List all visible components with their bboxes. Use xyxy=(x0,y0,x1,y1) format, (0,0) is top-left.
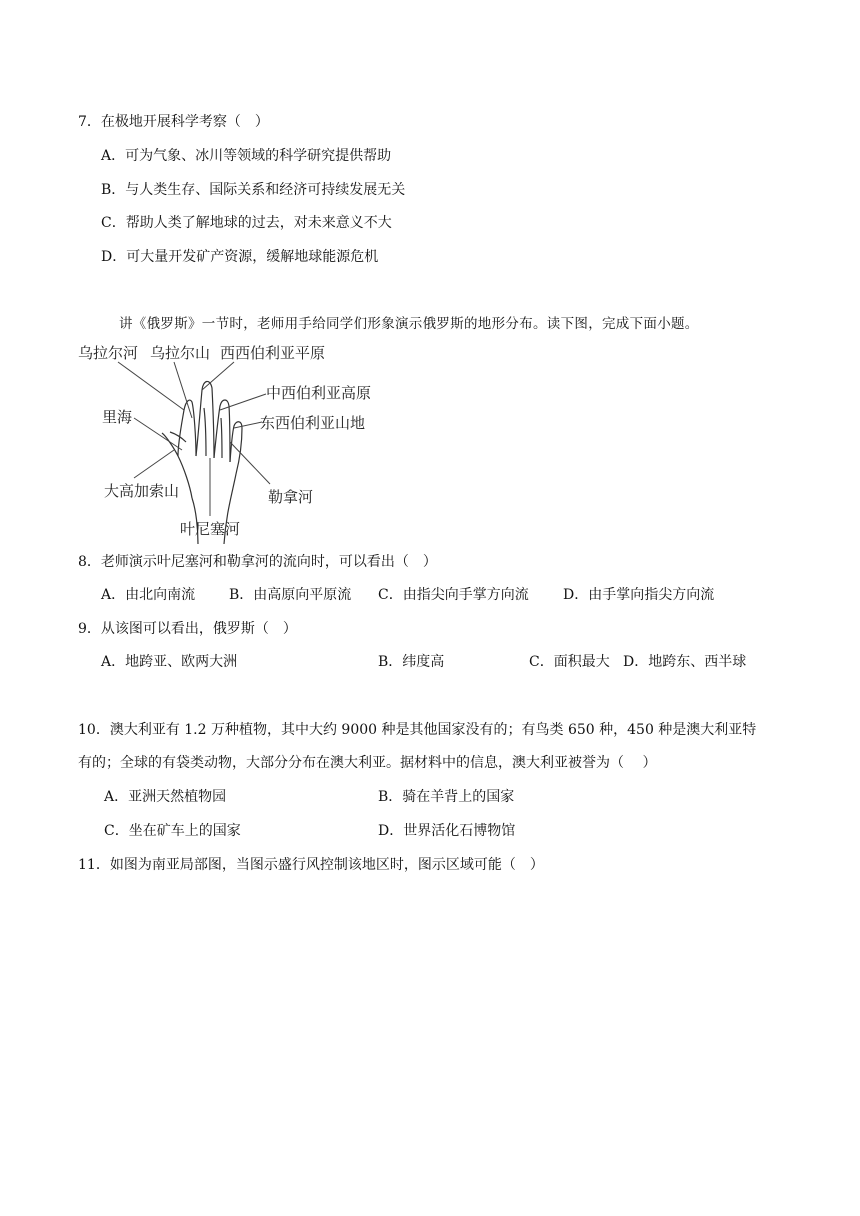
q10-option-b: B．骑在羊背上的国家 xyxy=(378,789,515,805)
q8-stem: 8．老师演示叶尼塞河和勒拿河的流向时，可以看出（ ） xyxy=(78,554,437,570)
label-caspian-sea: 里海 xyxy=(102,408,133,426)
label-ural-mountains: 乌拉尔山 xyxy=(150,344,211,362)
label-east-siberian-mountains: 东西伯利亚山地 xyxy=(260,414,366,432)
q10-option-d: D．世界活化石博物馆 xyxy=(378,823,516,839)
q10-stem-line2: 有的；全球的有袋类动物，大部分分布在澳大利亚。据材料中的信息，澳大利亚被誉为（ ） xyxy=(78,755,657,771)
q9-option-c: C．面积最大 xyxy=(529,654,610,670)
label-caucasus: 大高加索山 xyxy=(104,482,180,500)
q11-stem: 11．如图为南亚局部图，当图示盛行风控制该地区时，图示区域可能（ ） xyxy=(78,857,544,873)
q9-stem: 9．从该图可以看出，俄罗斯（ ） xyxy=(78,621,297,637)
q8-option-a: A．由北向南流 xyxy=(101,587,196,603)
q8-option-c: C．由指尖向手掌方向流 xyxy=(378,587,529,603)
russia-hand-figure xyxy=(74,338,384,544)
label-central-siberian-plateau: 中西伯利亚高原 xyxy=(266,384,372,402)
q8-option-b: B．由高原向平原流 xyxy=(229,587,352,603)
q7-option-d: D．可大量开发矿产资源，缓解地球能源危机 xyxy=(101,249,379,265)
q9-option-d: D．地跨东、西半球 xyxy=(623,654,747,670)
q9-option-a: A．地跨亚、欧两大洲 xyxy=(101,654,238,670)
label-west-siberian-plain: 西西伯利亚平原 xyxy=(220,344,326,362)
label-yenisei-river: 叶尼塞河 xyxy=(180,520,241,538)
q10-stem-line1: 10．澳大利亚有 1.2 万种植物，其中大约 9000 种是其他国家没有的；有鸟类 650 种，450 种是澳大利亚特 xyxy=(78,722,757,738)
q10-option-a: A．亚洲天然植物园 xyxy=(104,789,227,805)
q8-option-d: D．由手掌向指尖方向流 xyxy=(563,587,715,603)
intro-text: 讲《俄罗斯》一节时，老师用手给同学们形象演示俄罗斯的地形分布。读下图，完成下面小题。 xyxy=(119,316,699,332)
q7-stem: 7．在极地开展科学考察（ ） xyxy=(78,114,269,130)
q7-option-c: C．帮助人类了解地球的过去，对未来意义不大 xyxy=(101,215,392,231)
q7-option-a: A．可为气象、冰川等领域的科学研究提供帮助 xyxy=(101,148,392,164)
q10-option-c: C．坐在矿车上的国家 xyxy=(104,823,241,839)
q7-option-b: B．与人类生存、国际关系和经济可持续发展无关 xyxy=(101,182,406,198)
label-lena-river: 勒拿河 xyxy=(268,488,314,506)
label-ural-river: 乌拉尔河 xyxy=(78,344,139,362)
q9-option-b: B．纬度高 xyxy=(378,654,445,670)
